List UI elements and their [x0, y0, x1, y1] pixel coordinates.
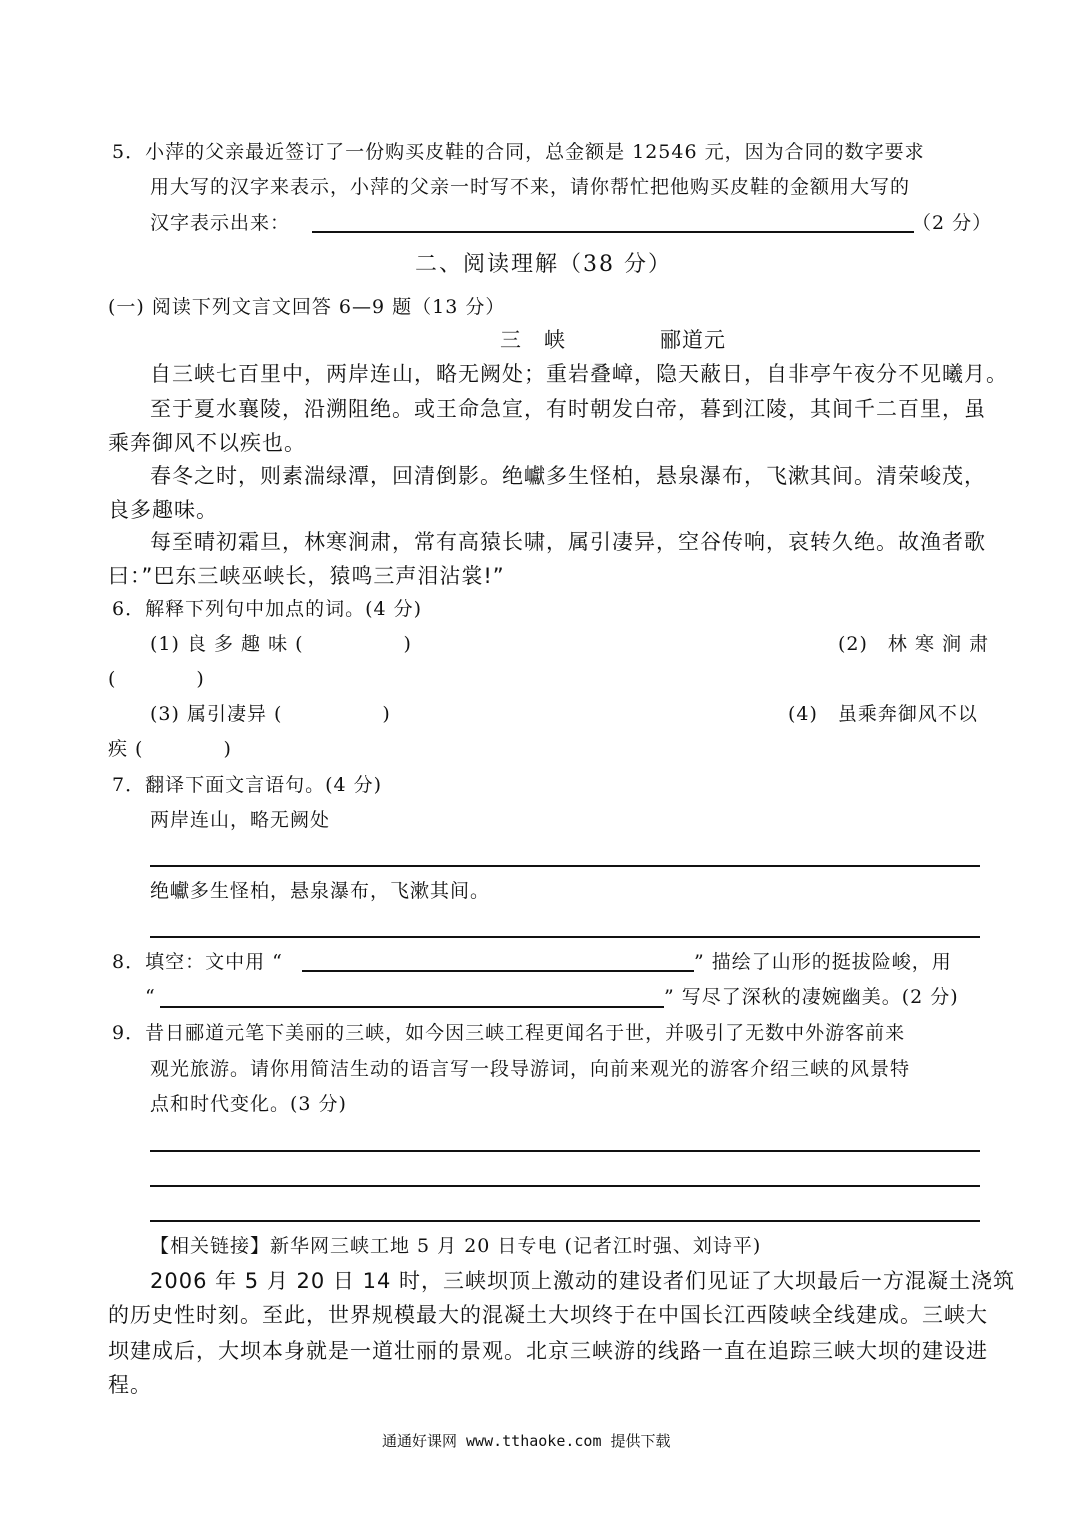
q9-line-3: 点和时代变化。(3 分) — [150, 1093, 347, 1115]
q6-item-4-blank: 疾 ( ) — [108, 738, 232, 760]
passage-title: 三 峡 — [500, 328, 566, 352]
q7-answer-line-2[interactable] — [150, 936, 980, 938]
section-title: 二、阅读理解（38 分） — [415, 252, 672, 277]
link-paragraph-4: 程。 — [108, 1373, 152, 1397]
q9-answer-line-2[interactable] — [150, 1185, 980, 1187]
q7-stem: 7．翻译下面文言语句。(4 分) — [112, 774, 383, 796]
link-paragraph-1: 2006 年 5 月 20 日 14 时，三峡坝顶上激动的建设者们见证了大坝最后一方混凝土浇筑 — [150, 1269, 1015, 1293]
q6-item-4: (4) 虽乘奔御风不以 — [788, 703, 978, 725]
part1-title: (一) 阅读下列文言文回答 6—9 题（13 分） — [108, 296, 506, 318]
q7-sentence-1: 两岸连山，略无阙处 — [150, 809, 331, 831]
q5-score: （2 分） — [912, 212, 993, 234]
page-footer: 通通好课网 www.tthaoke.com 提供下载 — [382, 1432, 671, 1450]
q6-item-2-blank: ( ) — [108, 668, 205, 690]
q5-answer-blank[interactable] — [312, 231, 914, 233]
q5-line-3: 汉字表示出来： — [150, 212, 291, 234]
q6-item-2: (2) 林 寒 涧 肃 — [838, 633, 990, 655]
passage-author: 郦道元 — [660, 328, 726, 352]
q8-line-2b: ” 写尽了深秋的凄婉幽美。(2 分) — [664, 986, 959, 1008]
q5-line-1: 5．小萍的父亲最近签订了一份购买皮鞋的合同，总金额是 12546 元，因为合同的数字要求 — [112, 141, 925, 163]
q8-blank-1[interactable] — [302, 970, 694, 972]
passage-paragraph-2b: 乘奔御风不以疾也。 — [108, 431, 306, 455]
q9-answer-line-3[interactable] — [150, 1220, 980, 1222]
passage-paragraph-3a: 春冬之时，则素湍绿潭，回清倒影。绝巘多生怪柏，悬泉瀑布，飞漱其间。清荣峻茂， — [150, 464, 986, 488]
q8-line-1a: 8．填空：文中用 “ — [112, 951, 283, 973]
passage-paragraph-4b: 曰：”巴东三峡巫峡长，猿鸣三声泪沾裳!” — [108, 564, 505, 588]
q9-answer-line-1[interactable] — [150, 1150, 980, 1152]
passage-paragraph-3b: 良多趣味。 — [108, 498, 218, 522]
q9-line-1: 9．昔日郦道元笔下美丽的三峡，如今因三峡工程更闻名于世，并吸引了无数中外游客前来 — [112, 1022, 906, 1044]
q6-item-1: (1) 良 多 趣 味 ( ) — [150, 633, 412, 655]
q6-item-3: (3) 属引凄异 ( ) — [150, 703, 391, 725]
q5-line-2: 用大写的汉字来表示，小萍的父亲一时写不来，请你帮忙把他购买皮鞋的金额用大写的 — [150, 176, 911, 198]
link-heading: 【相关链接】新华网三峡工地 5 月 20 日专电 (记者江时强、刘诗平) — [150, 1235, 762, 1257]
q6-stem: 6．解释下列句中加点的词。(4 分) — [112, 598, 423, 620]
passage-paragraph-1: 自三峡七百里中，两岸连山，略无阙处；重岩叠嶂，隐天蔽日，自非亭午夜分不见曦月。 — [150, 362, 1008, 386]
link-paragraph-3: 坝建成后，大坝本身就是一道壮丽的景观。北京三峡游的线路一直在追踪三峡大坝的建设进 — [108, 1339, 988, 1363]
q8-line-2a: “ — [145, 986, 156, 1008]
link-paragraph-2: 的历史性时刻。至此，世界规模最大的混凝土大坝终于在中国长江西陵峡全线建成。三峡大 — [108, 1303, 988, 1327]
q9-line-2: 观光旅游。请你用简洁生动的语言写一段导游词，向前来观光的游客介绍三峡的风景特 — [150, 1058, 911, 1080]
q8-blank-2[interactable] — [160, 1006, 664, 1008]
passage-paragraph-2a: 至于夏水襄陵，沿溯阻绝。或王命急宣，有时朝发白帝，暮到江陵，其间千二百里，虽 — [150, 397, 986, 421]
q7-answer-line-1[interactable] — [150, 865, 980, 867]
q7-sentence-2: 绝巘多生怪柏，悬泉瀑布，飞漱其间。 — [150, 880, 491, 902]
passage-paragraph-4a: 每至晴初霜旦，林寒涧肃，常有高猿长啸，属引凄异，空谷传响，哀转久绝。故渔者歌 — [150, 530, 986, 554]
q8-line-1b: ” 描绘了山形的挺拔险峻，用 — [694, 951, 952, 973]
